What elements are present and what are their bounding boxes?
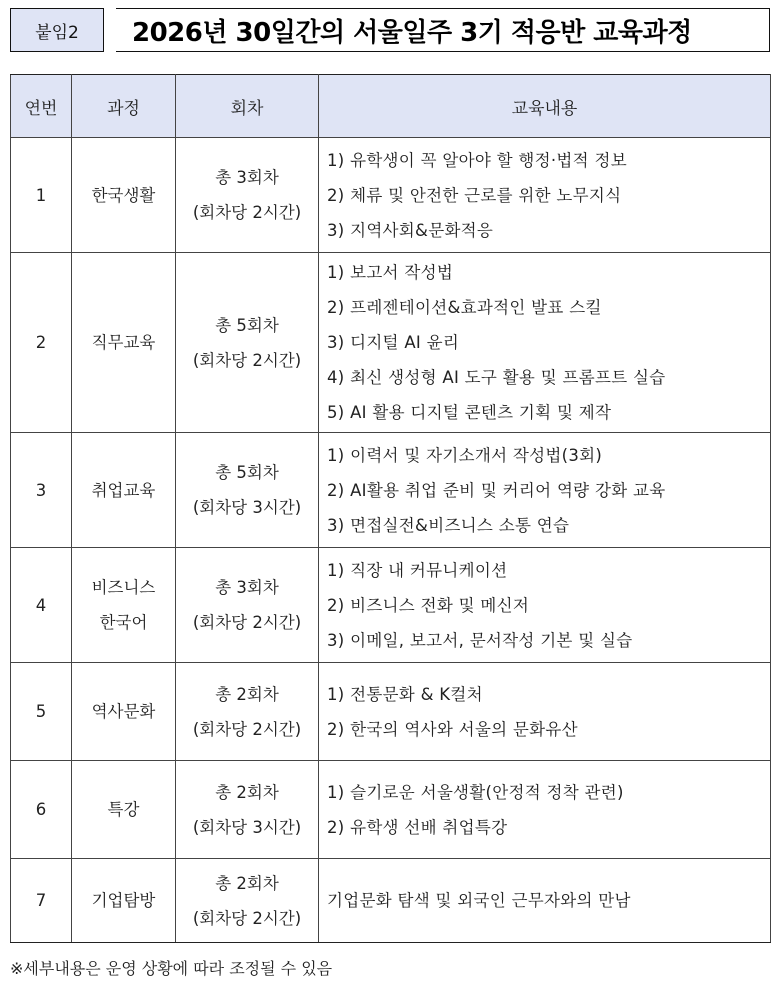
content-item: 5) AI 활용 디지털 콘텐츠 기획 및 제작 [327,403,612,422]
content-item: 2) 프레젠테이션&효과적인 발표 스킬 [327,298,602,317]
course-name-line: 기업탐방 [91,891,156,910]
content-item: 2) AI활용 취업 준비 및 커리어 역량 강화 교육 [327,480,666,500]
content-item: 1) 직장 내 커뮤니케이션 [327,560,508,580]
document-header [10,8,770,52]
content-cell [319,761,771,859]
session-duration: (회차당 3시간) [192,817,302,837]
content-item: 4) 최신 생성형 AI 도구 활용 및 프롬프트 실습 [327,368,666,387]
sessions-cell [176,433,319,548]
content-item: 2) 비즈니스 전화 및 메신저 [327,595,530,615]
table-row [11,548,771,663]
course-name-line: 한국어 [99,613,148,632]
session-duration: (회차당 2시간) [192,719,302,739]
session-duration: (회차당 2시간) [192,203,302,222]
session-count: 총 3회차 [215,578,279,597]
content-item: 2) 한국의 역사와 서울의 문화유산 [327,719,578,739]
course-name-cell [72,761,176,859]
column-header-no: 연번 [11,75,72,138]
curriculum-table [10,74,771,943]
content-cell [319,433,771,548]
course-name-cell [72,859,176,943]
content-cell [319,548,771,663]
content-item: 1) 전통문화 & K컬처 [327,684,483,704]
sessions-cell [176,138,319,253]
content-cell [319,859,771,943]
content-item: 1) 유학생이 꼭 알아야 할 행정·법적 정보 [327,150,627,170]
course-name-cell [72,138,176,253]
course-name-line: 한국생활 [91,185,156,205]
table-row [11,138,771,253]
row-number-cell: 4 [11,548,72,663]
content-cell [319,663,771,761]
session-count: 총 2회차 [215,873,279,893]
sessions-cell [176,548,319,663]
course-name-line: 특강 [107,800,140,819]
course-name-cell [72,433,176,548]
session-count: 총 3회차 [215,168,279,187]
content-item: 1) 슬기로운 서울생활(안정적 정착 관련) [327,782,624,802]
table-row [11,859,771,943]
course-name-cell [72,548,176,663]
sessions-cell [176,253,319,433]
course-name-line: 역사문화 [91,702,156,721]
attachment-badge: 붙임2 [10,8,104,52]
row-number-cell: 3 [11,433,72,548]
session-count: 총 2회차 [215,684,279,704]
column-header-sessions: 회차 [176,75,319,138]
session-count: 총 5회차 [215,463,279,482]
session-duration: (회차당 2시간) [192,908,302,928]
session-count: 총 5회차 [215,315,279,335]
content-item: 3) 디지털 AI 윤리 [327,333,460,352]
row-number-cell: 7 [11,859,72,943]
content-item: 2) 유학생 선배 취업특강 [327,817,508,837]
course-name-line: 비즈니스 [91,578,156,597]
course-name-cell [72,663,176,761]
row-number-cell: 1 [11,138,72,253]
session-count: 총 2회차 [215,782,279,802]
content-item: 3) 지역사회&문화적응 [327,220,494,240]
table-header-row [11,75,771,138]
content-item: 2) 체류 및 안전한 근로를 위한 노무지식 [327,185,622,205]
sessions-cell [176,859,319,943]
footnote: ※세부내용은 운영 상황에 따라 조정될 수 있음 [10,959,333,978]
row-number-cell: 2 [11,253,72,433]
content-cell [319,253,771,433]
course-name-line: 취업교육 [91,480,156,500]
table-row [11,663,771,761]
session-duration: (회차당 3시간) [192,498,302,517]
course-name-line: 직무교육 [91,333,156,352]
content-cell [319,138,771,253]
content-item: 3) 면접실전&비즈니스 소통 연습 [327,515,570,535]
session-duration: (회차당 2시간) [192,613,302,632]
page-title: 2026년 30일간의 서울일주 3기 적응반 교육과정 [116,8,770,52]
table-row [11,761,771,859]
column-header-course: 과정 [72,75,176,138]
content-item: 기업문화 탐색 및 외국인 근무자와의 만남 [327,891,631,910]
row-number-cell: 6 [11,761,72,859]
session-duration: (회차당 2시간) [192,350,302,370]
table-row [11,433,771,548]
content-item: 1) 보고서 작성법 [327,263,454,282]
content-item: 3) 이메일, 보고서, 문서작성 기본 및 실습 [327,630,633,650]
sessions-cell [176,761,319,859]
content-item: 1) 이력서 및 자기소개서 작성법(3회) [327,445,603,465]
course-name-cell [72,253,176,433]
row-number-cell: 5 [11,663,72,761]
sessions-cell [176,663,319,761]
table-row [11,253,771,433]
column-header-content: 교육내용 [319,75,771,138]
